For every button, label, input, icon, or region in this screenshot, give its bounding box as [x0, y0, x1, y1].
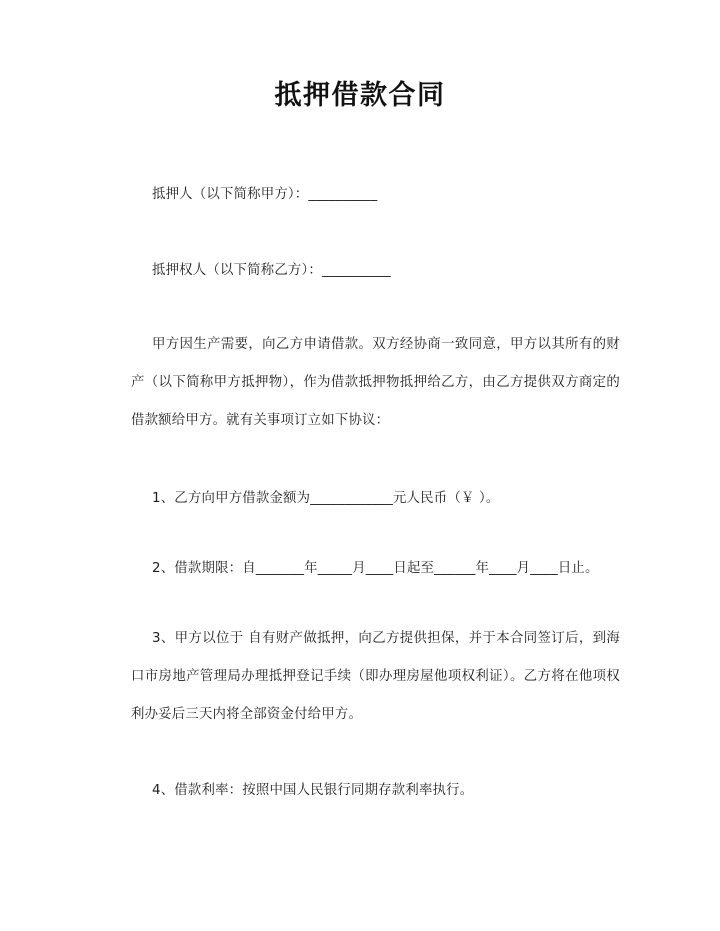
clause-item-2: 2、借款期限：自_______年_____月____日起至______年____月____日止。: [152, 561, 599, 576]
clause-item-3: 3、甲方以位于 自有财产做抵押，向乙方提供担保，并于本合同签订后，到海口市房地产管理局办理抵押登记手续（即办理房屋他项权利证）。乙方将在他项权利办妥后三天内将全部资金付给甲方。: [131, 631, 620, 722]
page-title: 抵押借款合同: [274, 80, 446, 111]
clause-item-4: 4、借款利率：按照中国人民银行同期存款利率执行。: [152, 783, 474, 798]
party-line-mortgagee: 抵押权人（以下简称乙方）：__________: [152, 263, 391, 278]
preamble-paragraph: 甲方因生产需要，向乙方申请借款。双方经协商一致同意，甲方以其所有的财产（以下简称甲方抵押物），作为借款抵押物抵押给乙方，由乙方提供双方商定的借款额给甲方。就有关事项订立如下协议：: [131, 337, 620, 428]
party-line-mortgagor: 抵押人（以下简称甲方）：__________: [152, 187, 378, 202]
clause-item-1: 1、乙方向甲方借款金额为____________元人民币（￥ ）。: [152, 491, 500, 506]
document-body: [131, 176, 620, 810]
